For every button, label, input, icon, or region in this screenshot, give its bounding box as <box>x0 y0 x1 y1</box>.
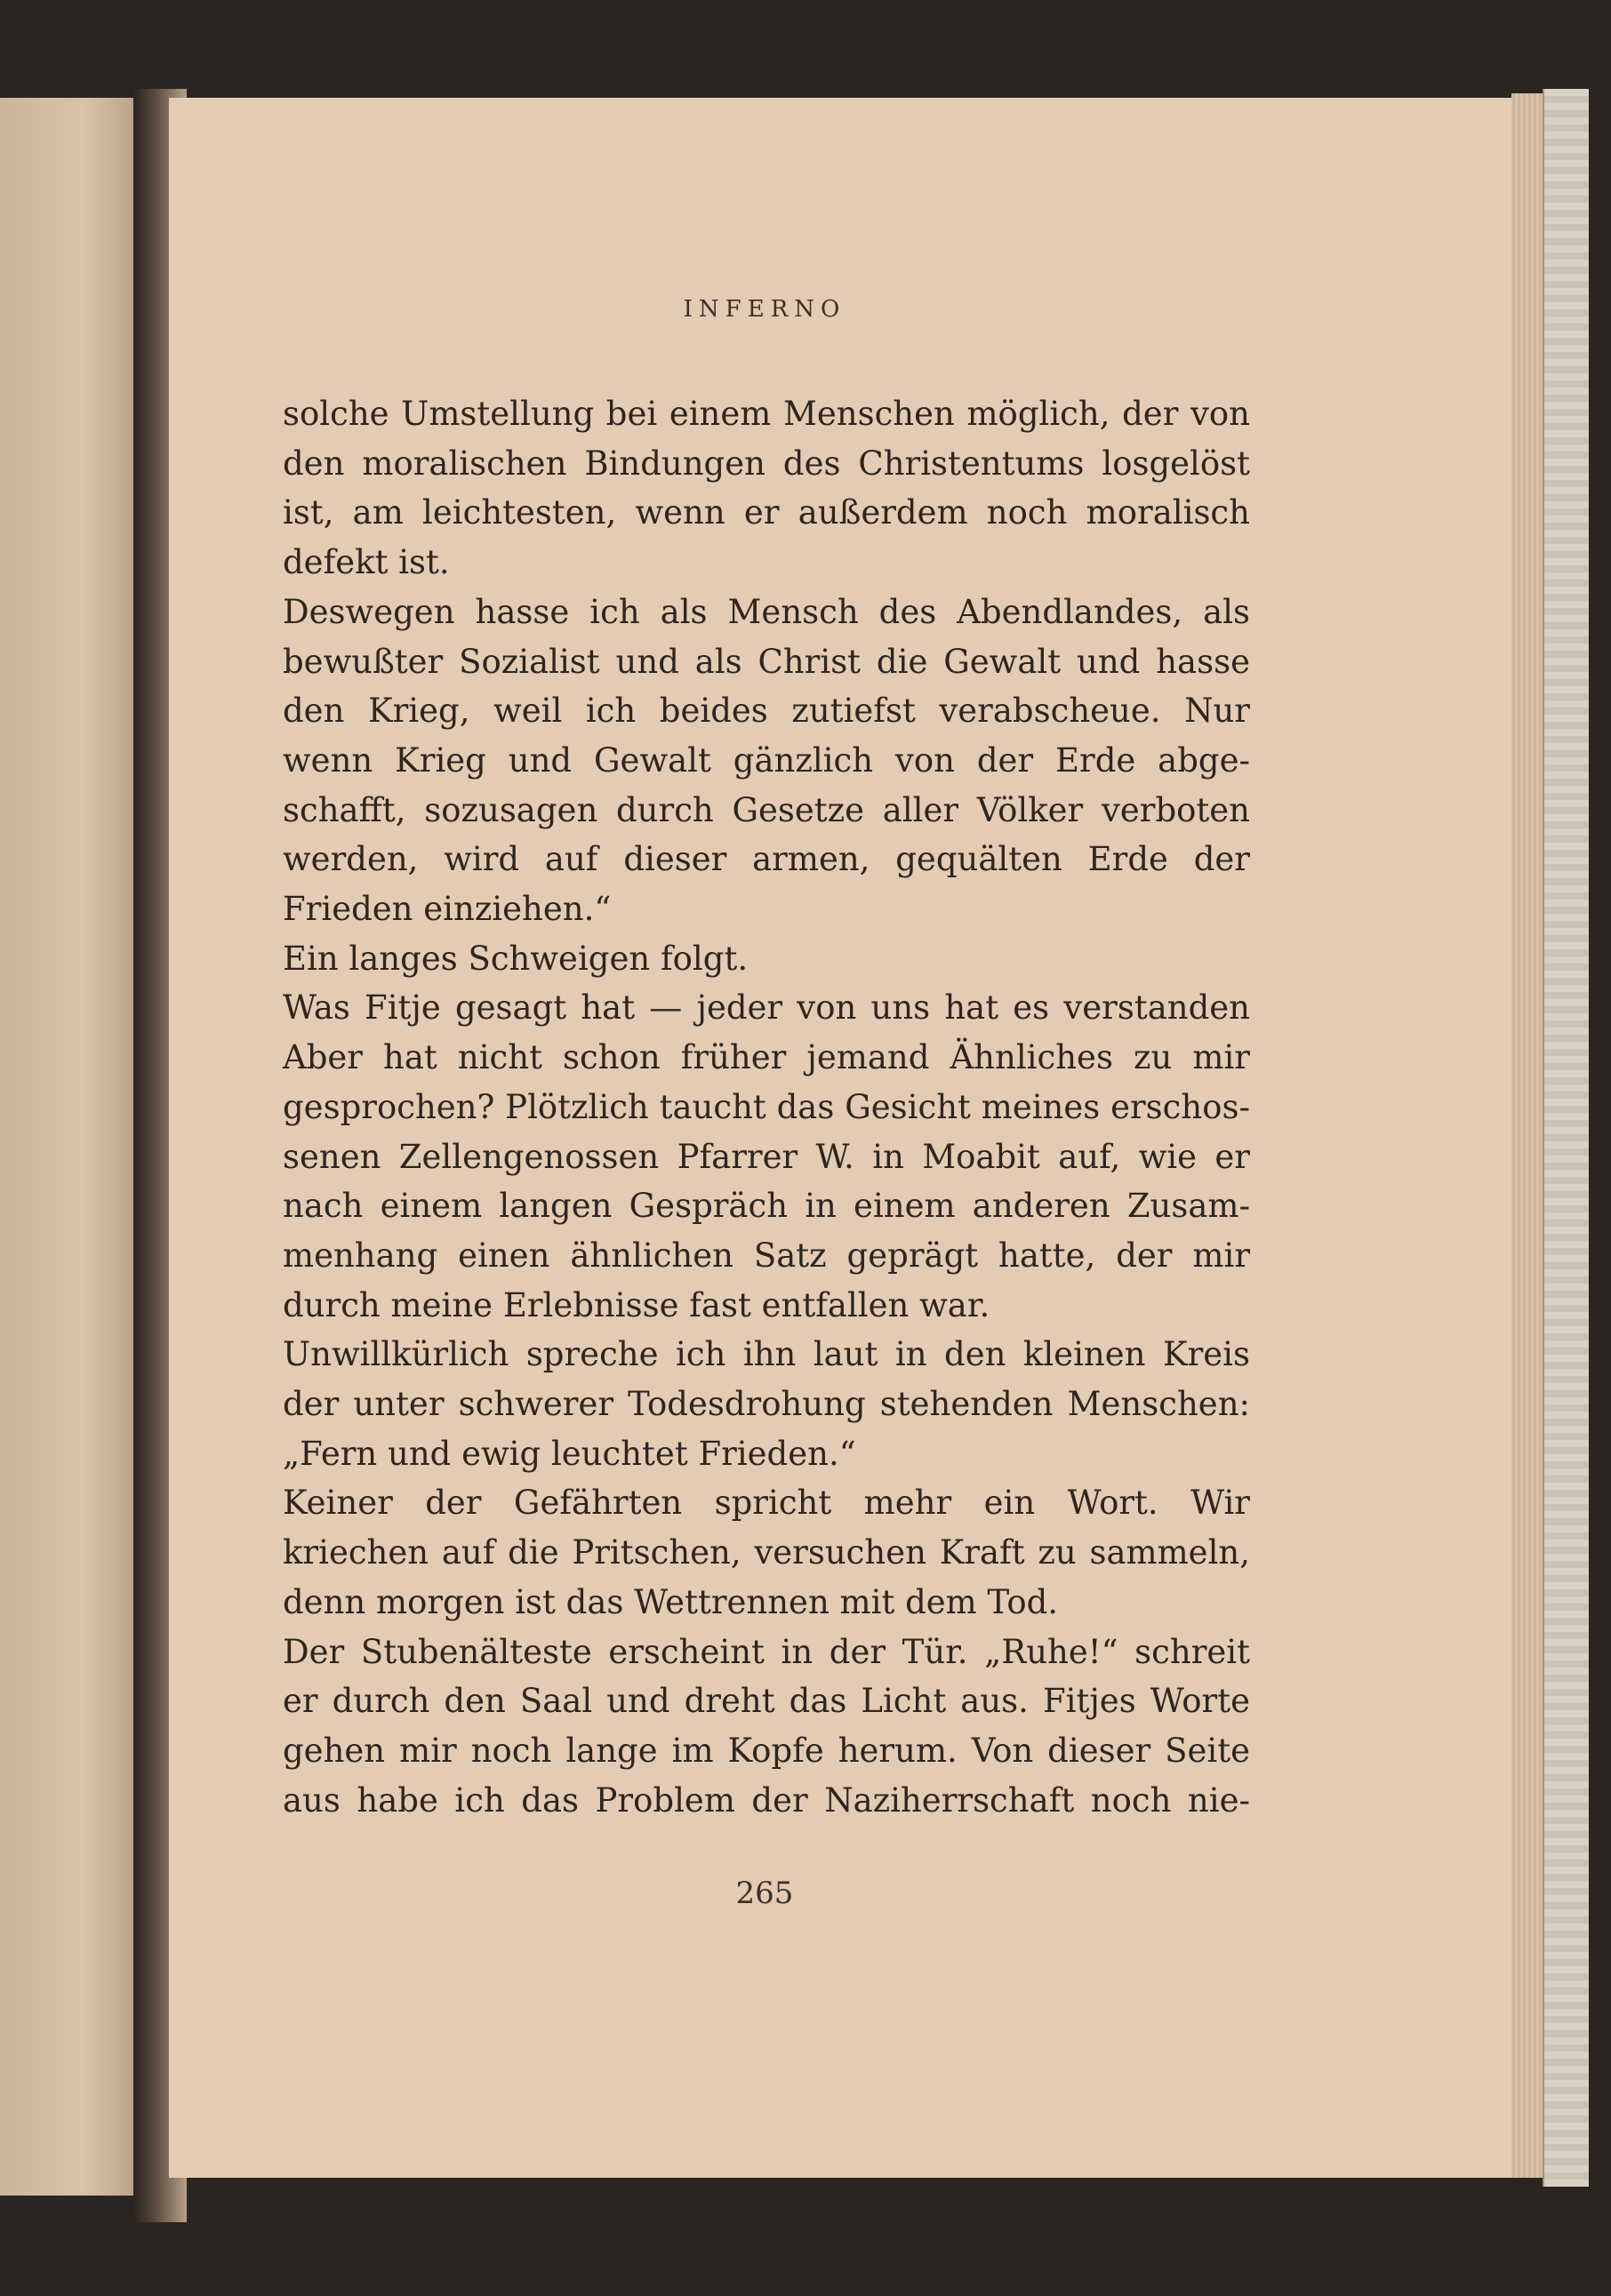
text-line: senen Zellengenossen Pfarrer W. in Moabit auf, wie er <box>283 1137 1250 1176</box>
text-line: kriechen auf die Pritschen, versuchen Kraft zu sammeln, <box>283 1533 1250 1572</box>
text-line: der unter schwerer Todesdrohung stehenden Menschen: <box>283 1385 1250 1424</box>
text-line: gehen mir noch lange im Kopfe herum. Von dieser Seite <box>283 1731 1250 1770</box>
page-number: 265 <box>735 1876 794 1911</box>
text-line: Unwillkürlich spreche ich ihn laut in den kleinen Kreis <box>283 1335 1250 1374</box>
text-line: den moralischen Bindungen des Christentums losgelöst <box>283 444 1250 483</box>
text-line: denn morgen ist das Wettrennen mit dem Tod. <box>283 1582 1059 1621</box>
text-line: bewußter Sozialist und als Christ die Gewalt und hasse <box>283 642 1250 681</box>
text-line: ist, am leichtesten, wenn er außerdem noch moralisch <box>283 493 1250 532</box>
book-cover-edge <box>1543 89 1589 2187</box>
text-line: nach einem langen Gespräch in einem anderen Zusam- <box>283 1187 1250 1226</box>
text-line: Aber hat nicht schon früher jemand Ähnliches zu mir <box>283 1038 1250 1077</box>
text-line: durch meine Erlebnisse fast entfallen war. <box>283 1285 990 1324</box>
left-page <box>0 98 151 2196</box>
text-line: menhang einen ähnlichen Satz geprägt hatte, der mir <box>283 1236 1250 1275</box>
text-line: solche Umstellung bei einem Menschen möglich, der von <box>283 395 1250 433</box>
text-line: gesprochen? Plötzlich taucht das Gesicht meines erschos- <box>283 1087 1250 1126</box>
text-line: Frieden einziehen.“ <box>283 890 612 929</box>
text-line: Keiner der Gefährten spricht mehr ein Wort. Wir <box>283 1484 1250 1523</box>
text-line: er durch den Saal und dreht das Licht aus. Fitjes Worte <box>283 1682 1250 1721</box>
text-line: Was Fitje gesagt hat — jeder von uns hat es verstanden <box>283 988 1250 1028</box>
text-line: aus habe ich das Problem der Naziherrschaft noch nie- <box>283 1780 1250 1820</box>
text-line: defekt ist. <box>283 543 450 582</box>
text-line: wenn Krieg und Gewalt gänzlich von der Erde abge- <box>283 740 1250 780</box>
body-text <box>283 389 1250 1825</box>
text-line: den Krieg, weil ich beides zutiefst verabscheue. Nur <box>283 692 1250 731</box>
running-head: INFERNO <box>683 296 846 323</box>
text-line: Der Stubenälteste erscheint in der Tür. „Ruhe!“ schreit <box>283 1632 1250 1671</box>
text-line: Ein langes Schweigen folgt. <box>283 939 749 978</box>
text-line: schafft, sozusagen durch Gesetze aller Völker verboten <box>283 790 1250 829</box>
text-line: Deswegen hasse ich als Mensch des Abendlandes, als <box>283 592 1250 631</box>
text-line: werden, wird auf dieser armen, gequälten Erde der <box>283 840 1250 879</box>
text-line: „Fern und ewig leuchtet Frieden.“ <box>283 1434 856 1473</box>
